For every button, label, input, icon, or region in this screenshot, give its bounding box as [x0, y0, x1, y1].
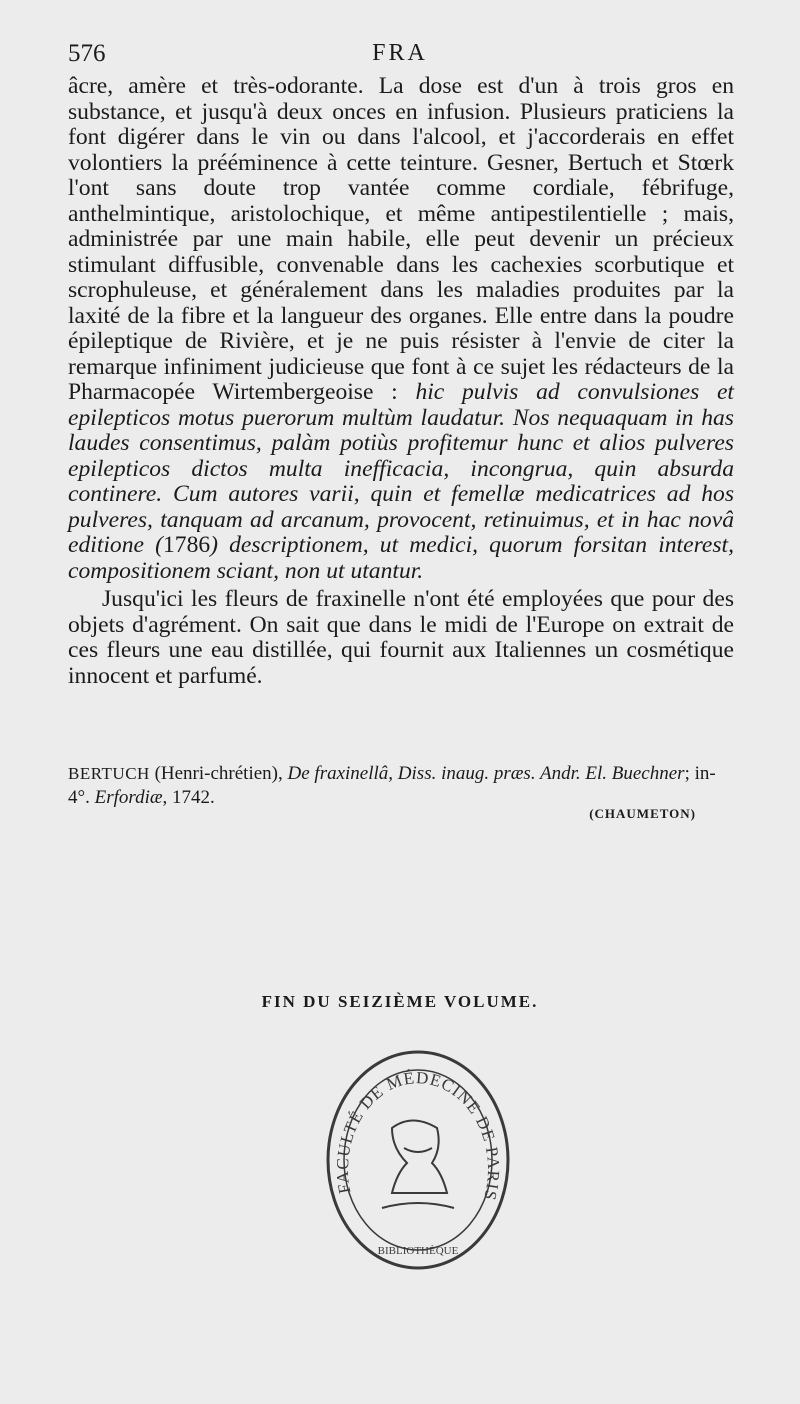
library-stamp — [322, 1048, 514, 1272]
latin-quotation: hic pulvis ad convulsiones et epilepticos motus puerorum multùm laudatur. Nos nequaquam in has laudes consentimus, palàm potiùs profitemur hunc et alios pulveres epilepticos dictos multa inefficacia, incongrua, quin absurda continere. Cum autores varii, quin et femellæ medicatrices ad hos pulveres, tanquam ad arcanum, provocent, retinuimus, et in hac novâ editione ( — [68, 379, 734, 558]
reference-imprint: ; in-4°. — [68, 763, 716, 808]
page-header — [68, 40, 732, 74]
reference-title: De fraxinellâ, Diss. inaug. præs. Andr. El. Buechner — [287, 763, 685, 784]
main-text — [68, 74, 734, 689]
page-number: 576 — [68, 40, 106, 67]
reference-year: , 1742. — [162, 787, 215, 808]
paragraph-1 — [68, 74, 734, 584]
edition-year: 1786 — [162, 532, 211, 558]
stamp-bottom-text: BIBLIOTHÈQUE — [377, 1245, 459, 1257]
reference-author-given: (Henri-chrétien), — [149, 763, 288, 784]
library-stamp-seal — [322, 1048, 514, 1272]
latin-quotation-end: ) descriptionem, ut medici, quorum forsitan interest, compositionem sciant, non ut utantur. — [68, 532, 734, 584]
reference-place: Erfordiæ — [94, 787, 163, 808]
end-of-volume-note: FIN DU SEIZIÈME VOLUME. — [261, 992, 539, 1011]
running-head: FRA — [372, 40, 428, 66]
bibliographic-reference — [68, 762, 734, 810]
author-signature: (CHAUMETON) — [589, 806, 696, 821]
paragraph-2: Jusqu'ici les fleurs de fraxinelle n'ont été employées que pour des objets d'agrément. On sait que dans le midi de l'Europe on extrait de ces fleurs une eau distillée, qui fournit aux Italiennes un cosmétique innocent et parfumé. — [68, 586, 734, 689]
paragraph-1-text: âcre, amère et très-odorante. La dose est d'un à trois gros en substance, et jusqu'à deux onces en infusion. Plusieurs praticiens la font digérer dans le vin ou dans l'alcool, et j'accorderais en effet volontiers la prééminence à cette teinture. Gesner, Bertuch et Stœrk l'ont sans doute trop vantée comme cordiale, fébrifuge, anthelmintique, aristolochique, et même antipestilentielle ; mais, administrée par une main habile, elle peut devenir un précieux stimulant diffusible, convenable dans les cachexies scorbutique et scrophuleuse, et généralement dans les maladies produites par la laxité de la fibre et la langueur des organes. Elle entre dans la poudre épileptique de Rivière, et je ne puis résister à l'envie de citer la remarque infiniment judicieuse que font à ce sujet les rédacteurs de la Pharmacopée Wirtembergeoise : — [68, 73, 734, 405]
reference-author: BERTUCH — [68, 764, 150, 783]
svg-text:FACULTÉ DE MÉDECINE DE PARIS: FACULTÉ DE MÉDECINE DE PARIS — [332, 1068, 504, 1203]
